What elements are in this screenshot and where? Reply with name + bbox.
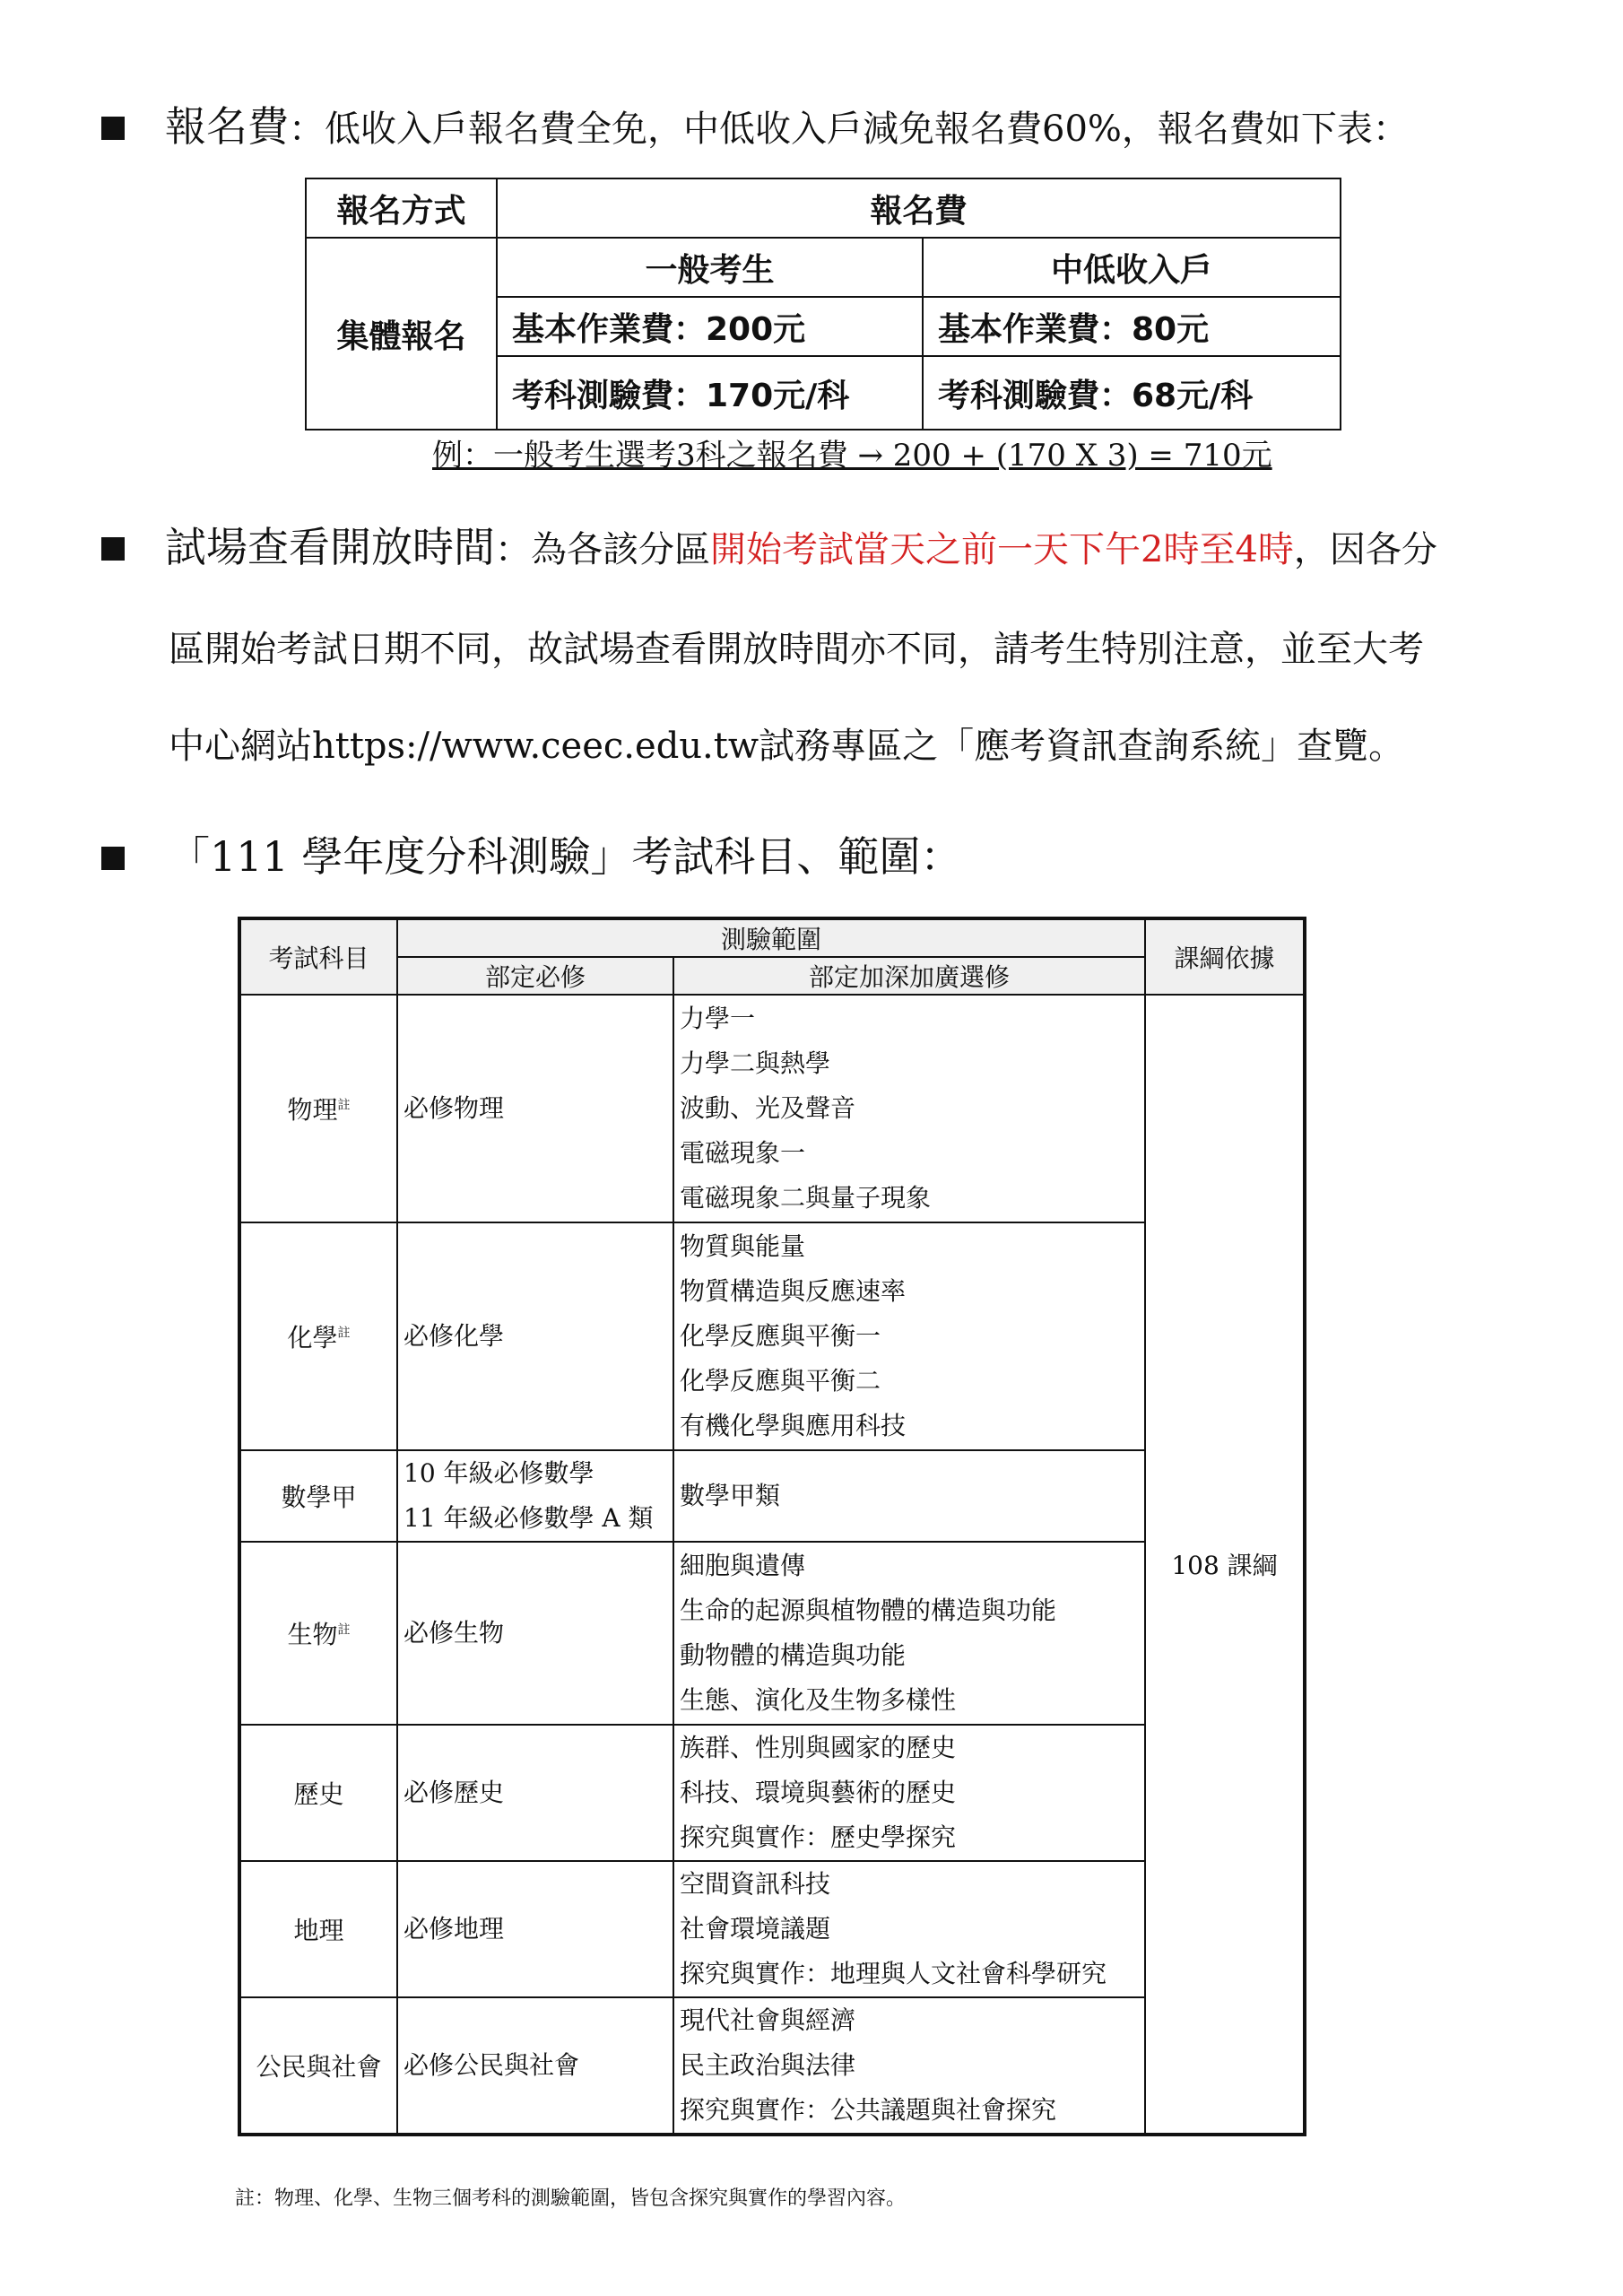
note-mark: 註 <box>337 1622 351 1638</box>
venue-line-2: 區開始考試日期不同，故試場查看開放時間亦不同，請考生特別注意，並至大考 <box>169 629 1424 670</box>
required-cell <box>397 1542 673 1725</box>
col-required: 部定必修 <box>397 957 673 995</box>
table-row <box>239 1861 1305 1997</box>
required-item: 11 年級必修數學 A 類 <box>404 1503 654 1533</box>
elective-cell <box>673 1725 1145 1861</box>
scope-heading: 「111 學年度分科測驗」考試科目、範圍： <box>169 832 962 881</box>
venue-text-a: ：為各該分區 <box>495 529 710 570</box>
bullet-square-icon <box>101 847 125 870</box>
required-item: 必修公民與社會 <box>404 2050 580 2080</box>
col-elective: 部定加深加廣選修 <box>673 957 1145 995</box>
required-item: 必修物理 <box>404 1093 505 1123</box>
elective-item: 有機化學與應用科技 <box>680 1411 907 1440</box>
table-row <box>239 1222 1305 1450</box>
required-cell <box>397 995 673 1222</box>
required-item: 必修生物 <box>404 1618 505 1648</box>
elective-item: 生命的起源與植物體的構造與功能 <box>680 1596 1057 1625</box>
fee-col-method: 報名方式 <box>306 178 497 238</box>
subject-name: 歷史 <box>293 1779 344 1809</box>
subject-cell <box>239 1997 397 2135</box>
col-curriculum: 課綱依據 <box>1145 918 1305 995</box>
required-cell <box>397 1725 673 1861</box>
table-row <box>239 1725 1305 1861</box>
required-cell <box>397 1861 673 1997</box>
subject-cell <box>239 1542 397 1725</box>
elective-cell <box>673 1861 1145 1997</box>
subject-name: 生物 <box>287 1620 338 1649</box>
fee-low-basic: 基本作業費：80元 <box>923 297 1341 356</box>
subject-name: 物理 <box>287 1095 338 1125</box>
fee-line <box>165 102 1409 151</box>
elective-item: 物質與能量 <box>680 1231 806 1261</box>
fee-example: 例：一般考生選考3科之報名費 → 200 + (170 X 3) = 710元 <box>432 438 1272 474</box>
fee-low-subject: 考科測驗費：68元/科 <box>923 356 1341 430</box>
elective-item: 電磁現象一 <box>680 1138 806 1168</box>
scope-table <box>238 917 1306 2136</box>
curriculum-cell: 108 課綱 <box>1145 995 1305 2135</box>
elective-item: 空間資訊科技 <box>680 1869 831 1899</box>
table-row <box>239 1450 1305 1542</box>
subject-name: 化學 <box>287 1323 338 1352</box>
subject-cell <box>239 1725 397 1861</box>
footnote: 註：物理、化學、生物三個考科的測驗範圍，皆包含探究與實作的學習內容。 <box>235 2187 907 2210</box>
elective-item: 波動、光及聲音 <box>680 1093 856 1123</box>
table-row <box>239 1542 1305 1725</box>
venue-line-3: 中心網站https://www.ceec.edu.tw試務專區之「應考資訊查詢系統」查覽。 <box>169 726 1405 767</box>
elective-cell <box>673 995 1145 1222</box>
elective-item: 力學二與熱學 <box>680 1048 831 1078</box>
elective-item: 細胞與遺傳 <box>680 1551 806 1580</box>
venue-text-red: 開始考試當天之前一天下午2時至4時 <box>710 529 1294 570</box>
note-mark: 註 <box>337 1326 351 1341</box>
elective-item: 科技、環境與藝術的歷史 <box>680 1778 957 1807</box>
elective-item: 物質構造與反應速率 <box>680 1276 907 1306</box>
elective-cell <box>673 1997 1145 2135</box>
elective-item: 現代社會與經濟 <box>680 2005 856 2035</box>
subject-cell <box>239 1450 397 1542</box>
col-subject: 考試科目 <box>239 918 397 995</box>
elective-item: 探究與實作：地理與人文社會科學研究 <box>680 1959 1107 1988</box>
required-cell <box>397 1222 673 1450</box>
elective-item: 探究與實作：公共議題與社會探究 <box>680 2095 1057 2125</box>
venue-text-b: ，因各分 <box>1293 529 1437 570</box>
venue-heading: 試場查看開放時間 <box>165 523 495 571</box>
required-cell <box>397 1450 673 1542</box>
bullet-square-icon <box>101 537 125 561</box>
subject-cell <box>239 1222 397 1450</box>
fee-heading: 報名費 <box>165 102 289 151</box>
subject-name: 數學甲 <box>281 1483 357 1512</box>
table-row <box>239 1997 1305 2135</box>
elective-item: 電磁現象二與量子現象 <box>680 1183 932 1213</box>
elective-item: 數學甲類 <box>680 1481 781 1510</box>
elective-item: 化學反應與平衡二 <box>680 1366 881 1396</box>
subject-cell <box>239 1861 397 1997</box>
elective-cell <box>673 1450 1145 1542</box>
elective-cell <box>673 1222 1145 1450</box>
fee-method: 集體報名 <box>306 238 497 430</box>
fee-table <box>305 178 1341 430</box>
elective-item: 生態、演化及生物多樣性 <box>680 1685 957 1715</box>
venue-line-1 <box>165 523 1437 571</box>
elective-item: 探究與實作：歷史學探究 <box>680 1822 957 1852</box>
note-mark: 註 <box>337 1098 351 1113</box>
elective-item: 化學反應與平衡一 <box>680 1321 881 1351</box>
subject-name: 地理 <box>293 1916 344 1945</box>
required-item: 必修化學 <box>404 1321 505 1351</box>
col-scope: 測驗範圍 <box>397 918 1145 957</box>
fee-text: ：低收入戶報名費全免，中低收入戶減免報名費60%，報名費如下表： <box>289 109 1409 150</box>
required-item: 必修歷史 <box>404 1778 505 1807</box>
elective-cell <box>673 1542 1145 1725</box>
fee-general-basic: 基本作業費：200元 <box>497 297 923 356</box>
elective-item: 力學一 <box>680 1004 756 1033</box>
required-cell <box>397 1997 673 2135</box>
fee-general-header: 一般考生 <box>497 238 923 297</box>
required-item: 必修地理 <box>404 1914 505 1944</box>
subject-cell <box>239 995 397 1222</box>
fee-col-fee: 報名費 <box>497 178 1341 238</box>
elective-item: 社會環境議題 <box>680 1914 831 1944</box>
elective-item: 民主政治與法律 <box>680 2050 856 2080</box>
subject-name: 公民與社會 <box>256 2052 382 2082</box>
elective-item: 動物體的構造與功能 <box>680 1640 907 1670</box>
table-row <box>239 995 1305 1222</box>
fee-general-subject: 考科測驗費：170元/科 <box>497 356 923 430</box>
bullet-square-icon <box>101 117 125 140</box>
fee-low-income-header: 中低收入戶 <box>923 238 1341 297</box>
required-item: 10 年級必修數學 <box>404 1458 595 1488</box>
elective-item: 族群、性別與國家的歷史 <box>680 1733 957 1762</box>
